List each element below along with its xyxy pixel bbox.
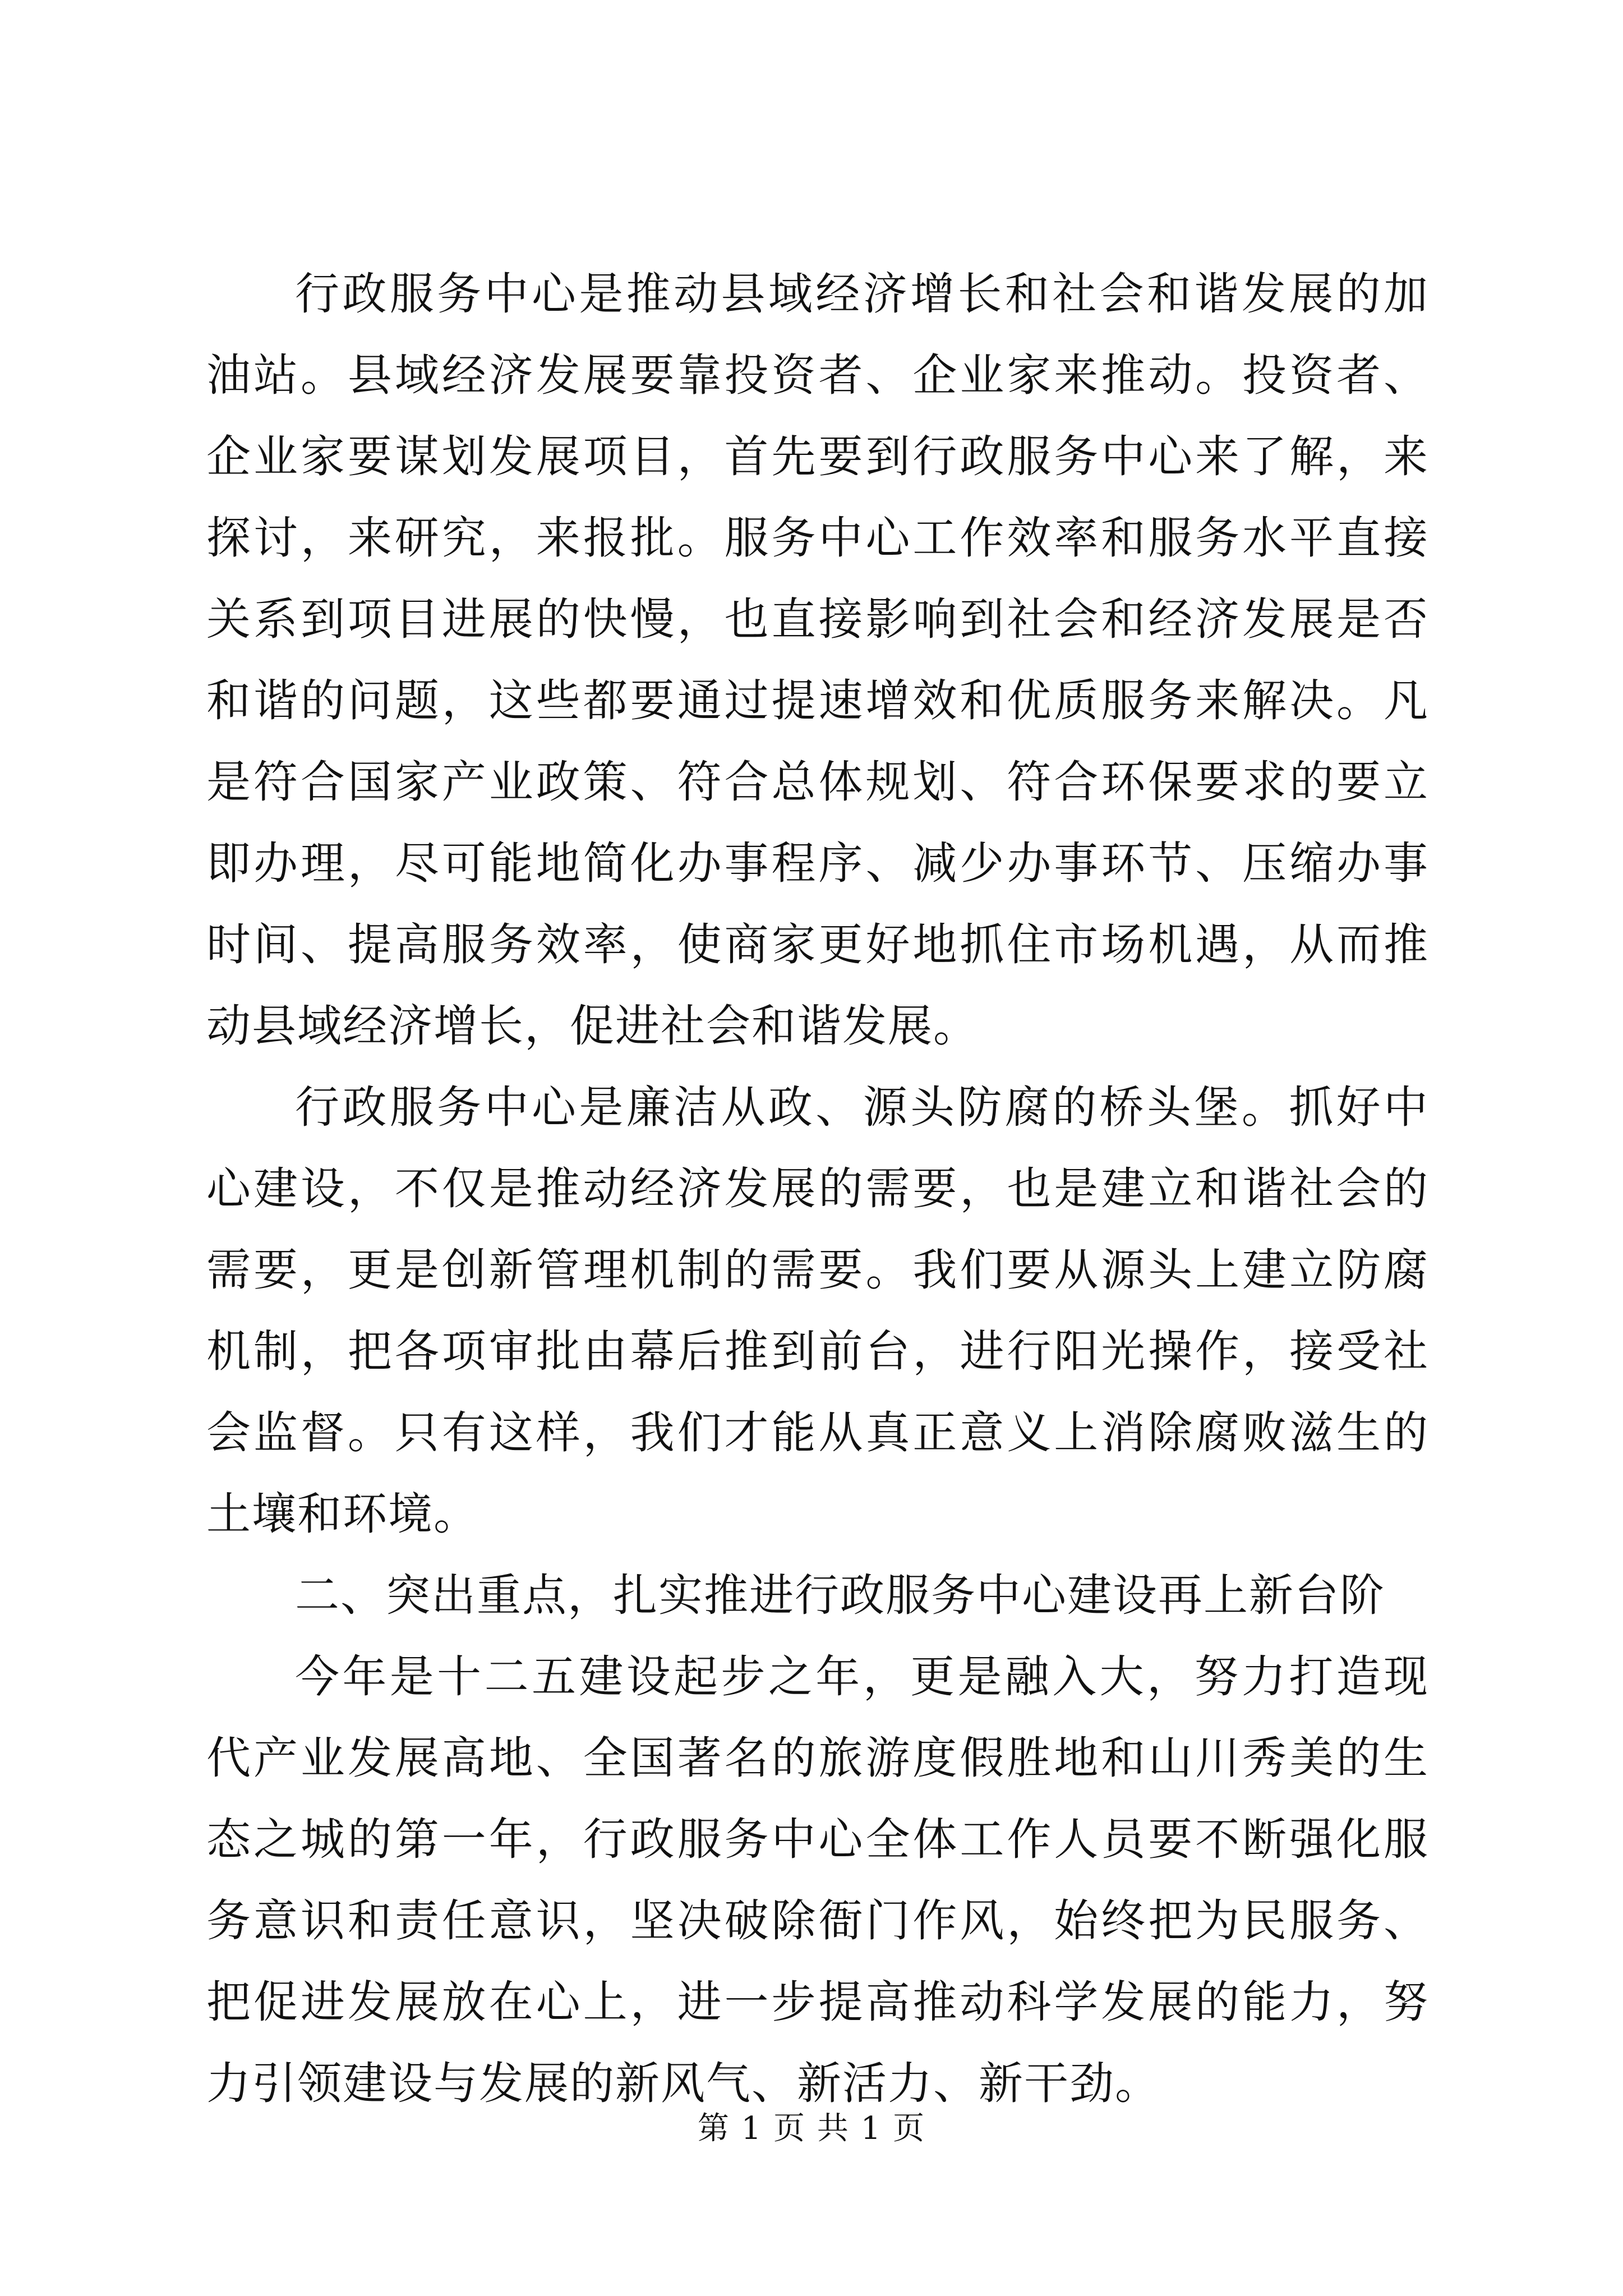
section-heading: 二、突出重点，扎实推进行政服务中心建设再上新台阶	[295, 1570, 1385, 1621]
paragraph-3: 今年是十二五建设起步之年，更是融入大，努力打造现代产业发展高地、全国著名的旅游度假胜地和山川秀美的生态之城的第一年，行政服务中心全体工作人员要不断强化服务意识和责任意识，坚决破除衙门作风，始终把为民服务、把促进发展放在心上，进一步提高推动科学发展的能力，努力引领建设与发展的新风气、新活力、新干劲。	[206, 1651, 1429, 2109]
paragraph-2: 行政服务中心是廉洁从政、源头防腐的桥头堡。抓好中心建设，不仅是推动经济发展的需要，也是建立和谐社会的需要，更是创新管理机制的需要。我们要从源头上建立防腐机制，把各项审批由幕后推到前台，进行阳光操作，接受社会监督。只有这样，我们才能从真正意义上消除腐败滋生的土壤和环境。	[206, 1082, 1429, 1540]
paragraph-1: 行政服务中心是推动县域经济增长和社会和谐发展的加油站。县域经济发展要靠投资者、企业家来推动。投资者、企业家要谋划发展项目，首先要到行政服务中心来了解，来探讨，来研究，来报批。服务中心工作效率和服务水平直接关系到项目进展的快慢，也直接影响到社会和经济发展是否和谐的问题，这些都要通过提速增效和优质服务来解决。凡是符合国家产业政策、符合总体规划、符合环保要求的要立即办理，尽可能地简化办事程序、减少办事环节、压缩办事时间、提高服务效率，使商家更好地抓住市场机遇，从而推动县域经济增长，促进社会和谐发展。	[206, 268, 1429, 1052]
page-footer: 第 1 页 共 1 页	[697, 2110, 926, 2147]
document-body	[206, 254, 1429, 2124]
